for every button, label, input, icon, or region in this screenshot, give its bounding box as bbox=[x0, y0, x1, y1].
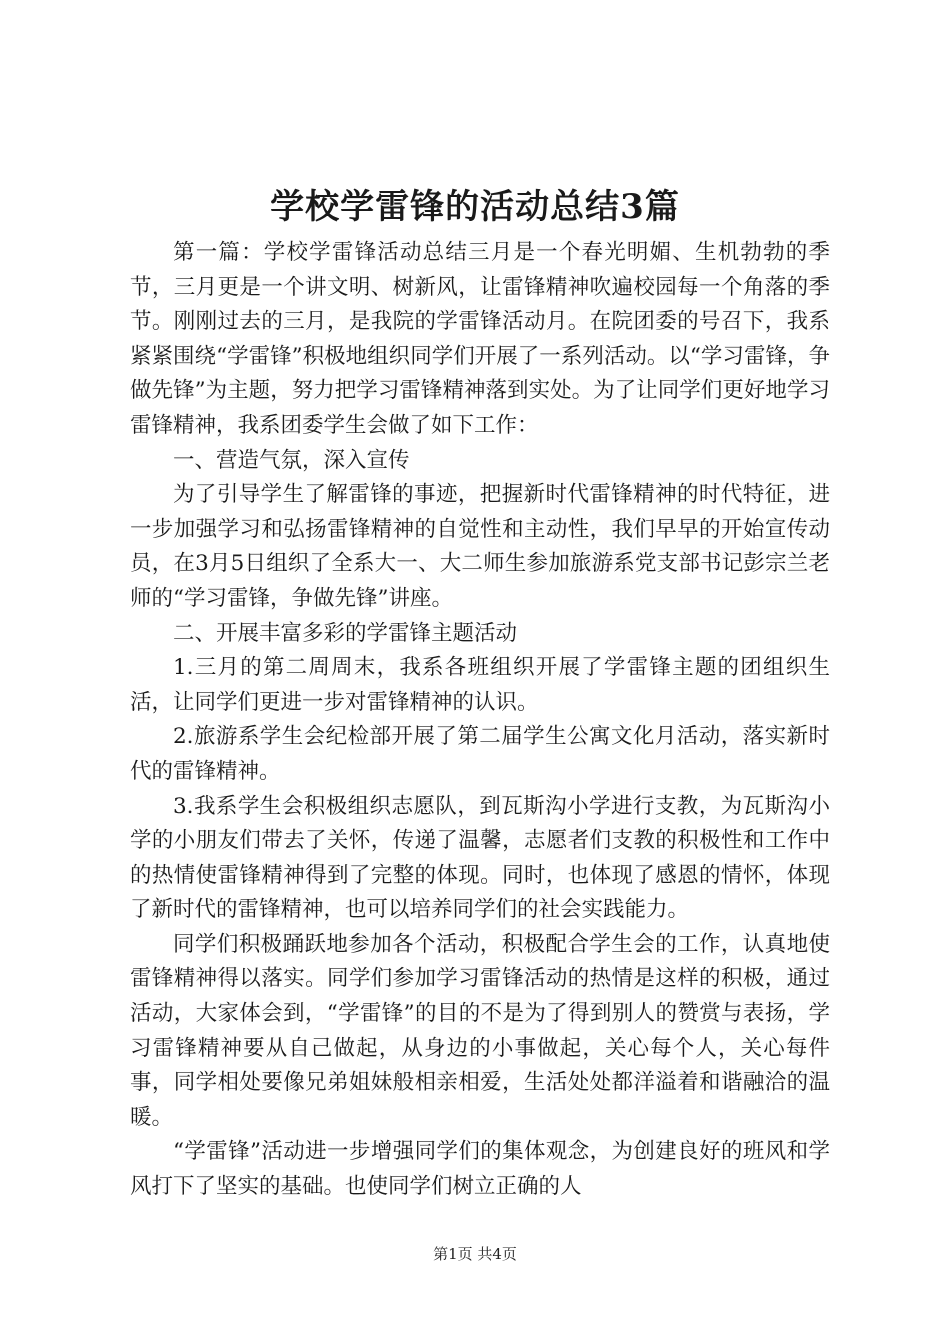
list-item-2: 2.旅游系学生会纪检部开展了第二届学生公寓文化月活动，落实新时代的雷锋精神。 bbox=[130, 724, 830, 784]
document-title: 学校学雷锋的活动总结3篇 bbox=[270, 187, 680, 227]
list-item-1: 1.三月的第二周周末，我系各班组织开展了学雷锋主题的团组织生活，让同学们更进一步对雷锋精神的认识。 bbox=[130, 655, 830, 715]
paragraph-publicity: 为了引导学生了解雷锋的事迹，把握新时代雷锋精神的时代特征，进一步加强学习和弘扬雷锋精神的自觉性和主动性，我们早早的开始宣传动员，在3月5日组织了全系大一、大二师生参加旅游系党支部书记彭宗兰老师的“学习雷锋，争做先锋”讲座。 bbox=[130, 482, 830, 611]
paragraph-participation: 同学们积极踊跃地参加各个活动，积极配合学生会的工作，认真地使雷锋精神得以落实。同学们参加学习雷锋活动的热情是这样的积极，通过活动，大家体会到，“学雷锋”的目的不是为了得到别人的赞赏与表扬，学习雷锋精神要从自己做起，从身边的小事做起，关心每个人，关心每件事，同学相处要像兄弟姐妹般相亲相爱，生活处处都洋溢着和谐融洽的温暖。 bbox=[130, 931, 830, 1130]
section-heading-1: 一、营造气氛，深入宣传 bbox=[173, 447, 410, 473]
document-body bbox=[130, 236, 830, 1205]
paragraph-outcome: “学雷锋”活动进一步增强同学们的集体观念，为创建良好的班风和学风打下了坚实的基础。也使同学们树立正确的人 bbox=[130, 1139, 830, 1200]
page-number: 第1页 共4页 bbox=[433, 1245, 517, 1263]
section-heading-2: 二、开展丰富多彩的学雷锋主题活动 bbox=[173, 620, 518, 646]
paragraph-intro: 第一篇：学校学雷锋活动总结三月是一个春光明媚、生机勃勃的季节，三月更是一个讲文明、树新风，让雷锋精神吹遍校园每一个角落的季节。刚刚过去的三月，是我院的学雷锋活动月。在院团委的号召下，我系紧紧围绕“学雷锋”积极地组织同学们开展了一系列活动。以“学习雷锋，争做先锋”为主题，努力把学习雷锋精神落到实处。为了让同学们更好地学习雷锋精神，我系团委学生会做了如下工作： bbox=[130, 240, 830, 438]
list-item-3: 3.我系学生会积极组织志愿队，到瓦斯沟小学进行支教，为瓦斯沟小学的小朋友们带去了关怀，传递了温馨，志愿者们支教的积极性和工作中的热情使雷锋精神得到了完整的体现。同时，也体现了感恩的情怀，体现了新时代的雷锋精神，也可以培养同学们的社会实践能力。 bbox=[130, 793, 830, 923]
